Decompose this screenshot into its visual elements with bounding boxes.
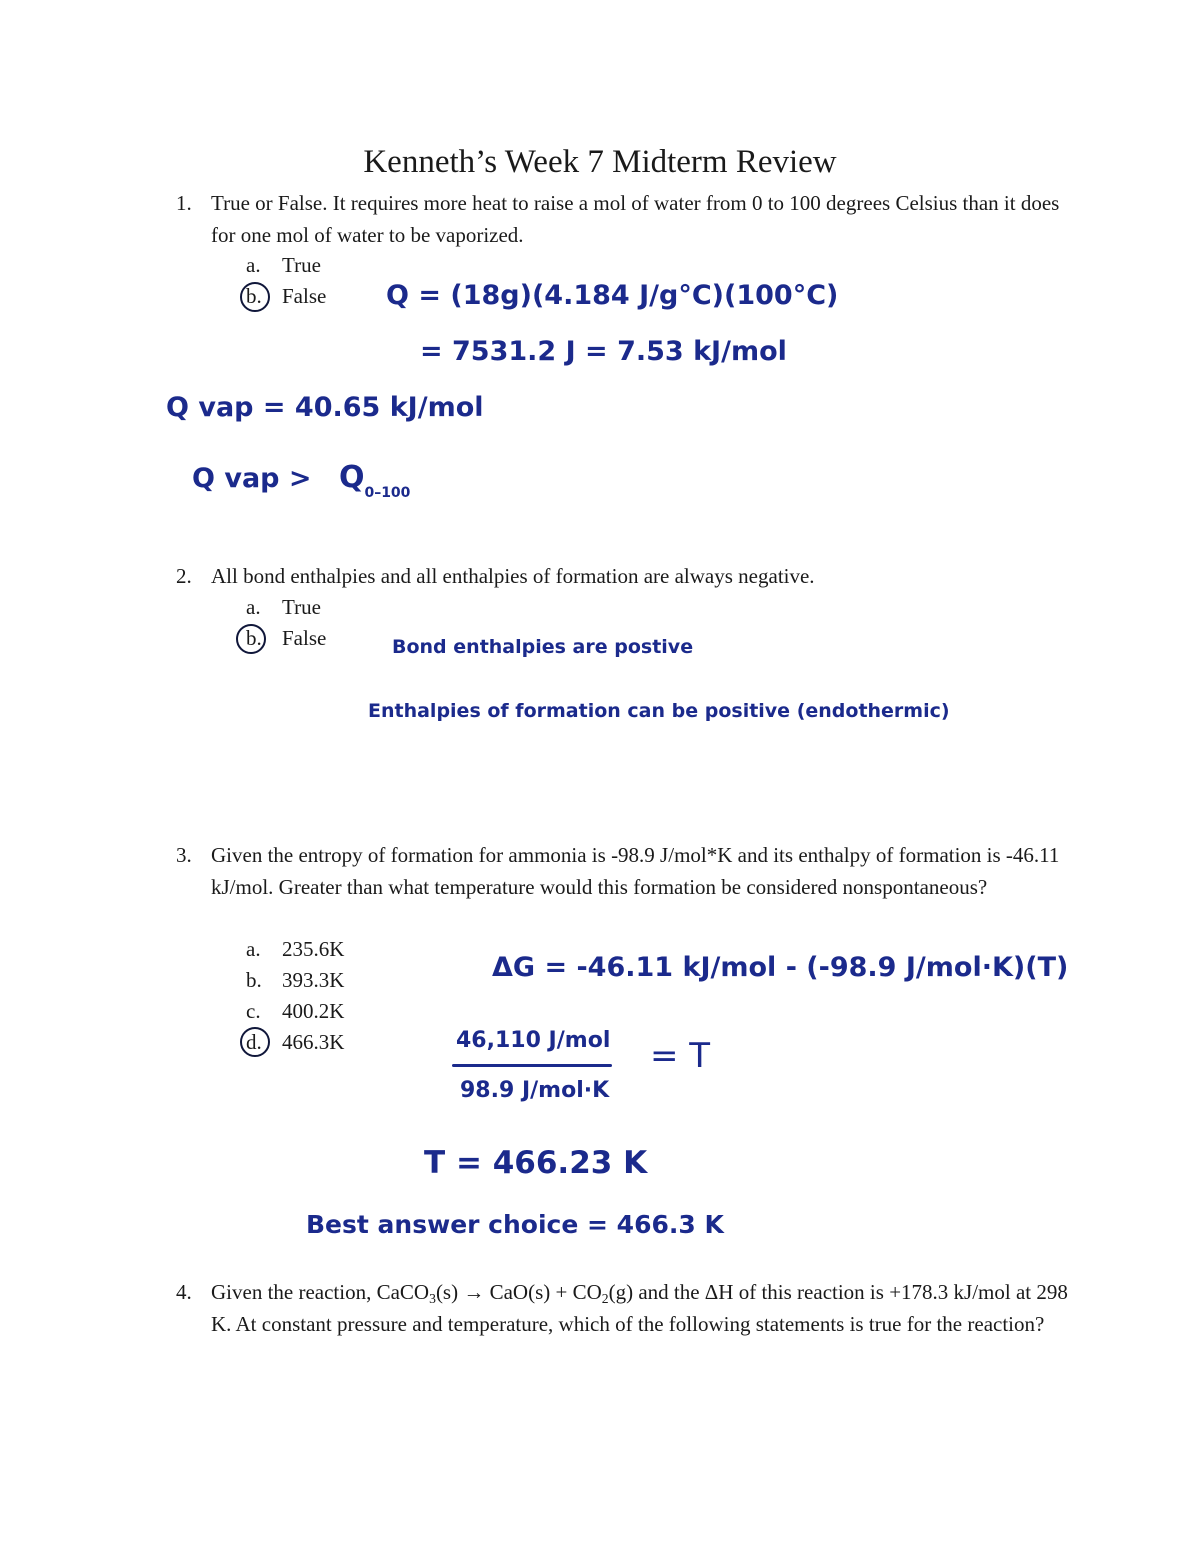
page-title: Kenneth’s Week 7 Midterm Review [363,144,837,180]
choice-letter: c. [246,999,261,1023]
comparison-left: Q vap > [192,463,312,494]
question-2-text: All bond enthalpies and all enthalpies of formation are always negative. [211,564,815,588]
selected-answer-circle [240,282,270,312]
choice-letter: a. [246,937,261,961]
handwritten-heat-equation: Q = (18g)(4.184 J/g°C)(100°C) [386,280,839,311]
choice-letter: b. [246,284,262,308]
choice-letter: a. [246,595,261,619]
choice-value: 466.3K [282,1030,345,1054]
handwritten-numerator: 46,110 J/mol [456,1028,611,1053]
comparison-right: Q [338,460,365,495]
choice-value: 393.3K [282,968,345,992]
question-3-choice-a [246,934,344,965]
handwritten-comparison [192,460,410,501]
fraction-bar [452,1064,612,1067]
handwritten-gibbs-equation: ΔG = -46.11 kJ/mol - (-98.9 J/mol·K)(T) [492,952,1069,983]
choice-value: False [282,626,327,650]
choice-letter: b. [246,968,262,992]
selected-answer-circle [240,1027,270,1057]
selected-answer-circle [236,624,266,654]
question-3-text: Given the entropy of formation for ammonia is -98.9 J/mol*K and its enthalpy of formation is -46.11 kJ/mol. Greater than what temperature would this formation be considered nonspontaneous? [211,843,1060,899]
question-1-number: 1. [176,191,192,215]
q4-subscript-1: 3 [429,1291,436,1307]
handwritten-vaporization-heat: Q vap = 40.65 kJ/mol [166,392,484,423]
choice-letter: d. [246,1030,262,1054]
question-1-text: True or False. It requires more heat to raise a mol of water from 0 to 100 degrees Celsius than it does for one mol of water to be vaporized. [211,191,1060,247]
question-4-number: 4. [176,1280,192,1304]
question-4-text [211,1277,1081,1340]
choice-value: True [282,595,321,619]
handwritten-denominator: 98.9 J/mol·K [460,1078,610,1103]
choice-letter: a. [246,253,261,277]
choice-letter: b. [246,626,262,650]
choice-value: 400.2K [282,999,345,1023]
choice-value: False [282,284,327,308]
comparison-subscript: 0–100 [364,485,411,501]
handwritten-best-answer: Best answer choice = 466.3 K [306,1210,724,1239]
q4-text-part-3: (g) and the ΔH of this reaction is +178.3 kJ/mol at 298 K. At constant pressure and temperature, which of the following statements is true for the reaction? [211,1280,1068,1336]
handwritten-formation-note: Enthalpies of formation can be positive (endothermic) [368,700,950,722]
choice-value: True [282,253,321,277]
handwritten-temperature-result: T = 466.23 K [424,1145,648,1181]
question-3-number: 3. [176,843,192,867]
choice-value: 235.6K [282,937,345,961]
handwritten-heat-result: = 7531.2 J = 7.53 kJ/mol [420,336,787,367]
question-3-choice-b [246,965,344,996]
question-3-choice-c [246,996,344,1027]
question-2-choice-a [246,592,321,623]
handwritten-bond-note: Bond enthalpies are postive [392,636,694,658]
q4-subscript-2: 2 [601,1291,609,1307]
question-2-number: 2. [176,564,192,588]
q4-text-part-2: (s) → CaO(s) + CO [435,1280,602,1304]
q4-text-part-1: Given the reaction, CaCO [211,1280,430,1304]
handwritten-equals-t: = T [650,1036,711,1076]
question-1-choice-a [246,250,321,281]
